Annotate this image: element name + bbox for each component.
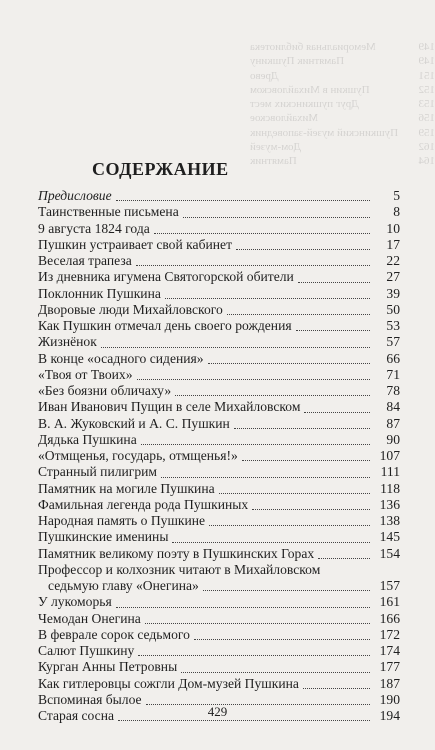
dot-leader xyxy=(252,508,370,510)
toc-entry xyxy=(38,481,400,497)
contents-title: СОДЕРЖАНИЕ xyxy=(92,159,229,179)
toc-entry-title: Предисловие xyxy=(38,188,112,203)
toc-entry-page: 111 xyxy=(380,464,400,480)
toc-entry-page: 57 xyxy=(386,334,400,350)
dot-leader xyxy=(234,427,370,429)
toc-entry xyxy=(38,643,400,659)
dot-leader xyxy=(145,622,370,624)
bleed-through-page: 149 xyxy=(418,41,435,53)
toc-entry-page: 78 xyxy=(386,383,400,398)
toc-entry-title: Веселая трапеза xyxy=(38,253,132,268)
bleed-through-page: 156 xyxy=(418,112,435,125)
toc-entry-title: Странный пилигрим xyxy=(38,464,158,480)
toc-entry xyxy=(38,334,400,350)
toc-entry xyxy=(38,529,400,545)
toc-entry-title: У лукоморья xyxy=(38,594,112,610)
toc-entry xyxy=(38,188,400,204)
toc-entry xyxy=(38,286,400,302)
page-number: 429 xyxy=(207,704,228,719)
toc-entry-title: Салют Пушкину xyxy=(38,643,135,658)
bleed-through-line xyxy=(250,111,435,125)
toc-entry-title: Фамильная легенда рода Пушкиных xyxy=(38,496,249,512)
dot-leader xyxy=(116,606,370,608)
bleed-through-page: 159 xyxy=(418,126,435,139)
toc-entry-page: 27 xyxy=(386,269,400,285)
toc-entry-title: Пушкин устраивает свой кабинет xyxy=(38,236,233,252)
toc-entry-title: Вспоминая былое xyxy=(38,691,142,707)
dot-leader xyxy=(165,297,370,299)
dot-leader xyxy=(161,476,370,478)
bleed-through-text-line: Пушкинский музей-заповедник xyxy=(250,126,399,139)
toc-entry-title-continued: седьмую главу «Онегина» xyxy=(48,578,199,593)
dot-leader xyxy=(318,557,370,559)
toc-entry-page: 190 xyxy=(379,691,400,707)
bleed-through-text-line: Друг пушкинских мест xyxy=(250,98,359,111)
bleed-through-line xyxy=(250,40,435,54)
toc-entry-title: Курган Анны Петровны xyxy=(38,659,178,675)
toc-entry-title: «Твоя от Твоих» xyxy=(38,366,133,382)
toc-entry-title: Дворовые люди Михайловского xyxy=(38,301,223,317)
bleed-through-text-line: Древо xyxy=(250,69,279,82)
bleed-through-page: 164 xyxy=(418,155,435,168)
toc-entry xyxy=(38,464,400,480)
toc-entry-title: В. А. Жуковский и А. С. Пушкин xyxy=(38,415,230,431)
toc-entry xyxy=(38,513,400,529)
bleed-through-line xyxy=(250,54,435,68)
toc-entry-title: Чемодан Онегина xyxy=(38,610,141,626)
toc-entry-page: 145 xyxy=(379,529,400,545)
toc-entry-title: Как гитлеровцы сожгли Дом-музей Пушкина xyxy=(38,675,299,691)
toc-entry-page: 90 xyxy=(386,431,400,447)
toc-entry-title: Памятник великому поэту в Пушкинских Горах xyxy=(38,545,315,561)
bleed-through-page: 152 xyxy=(418,83,435,96)
toc-entry xyxy=(38,383,400,399)
dot-leader xyxy=(298,281,370,283)
toc-entry xyxy=(38,221,400,237)
dot-leader xyxy=(116,199,370,201)
dot-leader xyxy=(227,313,370,315)
toc-entry-title: Иван Иванович Пущин в селе Михайловском xyxy=(38,399,301,415)
dot-leader xyxy=(203,589,370,591)
toc-entry-page: 157 xyxy=(379,578,400,593)
toc-entry-title: Дядька Пушкина xyxy=(38,431,137,447)
dot-leader xyxy=(236,248,370,250)
bleed-through-page: 162 xyxy=(418,141,435,154)
toc-entry-page: 174 xyxy=(379,643,400,658)
dot-leader xyxy=(194,638,370,640)
toc-entry-page: 161 xyxy=(379,594,400,610)
toc-entry-page: 22 xyxy=(386,253,400,268)
toc-entry-page: 8 xyxy=(393,204,400,220)
toc-entry-page: 10 xyxy=(386,220,400,236)
toc-entry-title: 9 августа 1824 года xyxy=(38,220,150,236)
dot-leader xyxy=(181,671,370,673)
toc-entry-title: «Без боязни обличаху» xyxy=(38,383,172,398)
toc-entry xyxy=(38,562,400,595)
toc-entry xyxy=(38,302,400,318)
table-of-contents xyxy=(38,188,400,724)
toc-entry-page: 5 xyxy=(393,188,400,203)
dot-leader xyxy=(183,216,370,218)
bleed-through-page: 149 xyxy=(418,55,435,68)
toc-entry-page: 66 xyxy=(386,350,400,366)
toc-entry xyxy=(38,253,400,269)
toc-entry-page: 194 xyxy=(379,708,400,723)
toc-entry-title: Поклонник Пушкина xyxy=(38,285,161,301)
toc-entry-title: Таинственные письмена xyxy=(38,204,179,220)
toc-entry-page: 71 xyxy=(386,366,400,382)
dot-leader xyxy=(242,459,370,461)
toc-entry-page: 39 xyxy=(386,285,400,301)
dot-leader xyxy=(141,443,370,445)
toc-entry-page: 177 xyxy=(379,659,400,675)
bleed-through-line xyxy=(250,126,435,140)
toc-entry xyxy=(38,204,400,220)
bleed-through-text-line: Памятник Пушкину xyxy=(250,55,345,68)
toc-entry-page: 166 xyxy=(379,610,400,626)
toc-entry-title: В конце «осадного сидения» xyxy=(38,350,204,366)
toc-entry-title: Как Пушкин отмечал день своего рождения xyxy=(38,318,292,333)
toc-entry xyxy=(38,399,400,415)
toc-entry xyxy=(38,497,400,513)
toc-entry-page: 138 xyxy=(379,513,400,528)
bleed-through-line xyxy=(250,83,435,97)
toc-entry-title: Пушкинские именины xyxy=(38,529,169,545)
bleed-through-text-line: Мемориальная библиотека xyxy=(250,41,376,53)
toc-entry xyxy=(38,594,400,610)
bleed-through-line xyxy=(250,140,435,154)
toc-entry xyxy=(38,237,400,253)
toc-entry-page: 84 xyxy=(386,399,400,415)
toc-entry-title: Жизнёнок xyxy=(38,334,97,350)
toc-entry xyxy=(38,627,400,643)
toc-entry-page: 17 xyxy=(386,236,400,252)
toc-entry xyxy=(38,676,400,692)
toc-entry xyxy=(38,546,400,562)
toc-entry-title: Памятник на могиле Пушкина xyxy=(38,480,215,496)
toc-entry-page: 187 xyxy=(379,675,400,691)
toc-entry-title: Народная память о Пушкине xyxy=(38,513,206,528)
toc-entry xyxy=(38,269,400,285)
dot-leader xyxy=(138,654,370,656)
toc-entry-title: Старая сосна xyxy=(38,708,115,723)
toc-entry-page: 118 xyxy=(380,480,400,496)
toc-entry xyxy=(38,367,400,383)
bleed-through-text-line: Михайловское xyxy=(250,112,319,125)
toc-entry-page: 172 xyxy=(379,626,400,642)
bleed-through-page: 151 xyxy=(418,69,435,82)
toc-entry xyxy=(38,448,400,464)
toc-entry-page: 53 xyxy=(386,318,400,333)
dot-leader xyxy=(208,362,370,364)
dot-leader xyxy=(137,378,370,380)
dot-leader xyxy=(209,524,370,526)
dot-leader xyxy=(172,541,370,543)
toc-entry-page: 50 xyxy=(386,301,400,317)
dot-leader xyxy=(296,329,370,331)
bleed-through-line xyxy=(250,97,435,111)
toc-entry-page: 107 xyxy=(379,448,400,463)
bleed-through-line xyxy=(250,69,435,83)
dot-leader xyxy=(175,394,370,396)
toc-entry xyxy=(38,659,400,675)
toc-entry-title: В феврале сорок седьмого xyxy=(38,626,190,642)
toc-entry xyxy=(38,416,400,432)
bleed-through-text-line: Пушкин в Михайловском xyxy=(250,83,370,96)
dot-leader xyxy=(154,232,370,234)
dot-leader xyxy=(101,346,370,348)
toc-entry-title: «Отмщенья, государь, отмщенья!» xyxy=(38,448,238,463)
toc-entry-page: 136 xyxy=(379,496,400,512)
dot-leader xyxy=(304,411,370,413)
toc-entry xyxy=(38,432,400,448)
toc-entry xyxy=(38,351,400,367)
toc-entry-title: Профессор и колхозник читают в Михайловском xyxy=(38,561,321,577)
dot-leader xyxy=(219,492,370,494)
bleed-through-page: 153 xyxy=(418,98,435,111)
bleed-through-text-line: Памятник xyxy=(250,155,297,168)
toc-entry-page: 87 xyxy=(386,415,400,431)
toc-entry-title: Из дневника игумена Святогорской обители xyxy=(38,269,294,285)
dot-leader xyxy=(303,687,370,689)
toc-entry xyxy=(38,318,400,334)
dot-leader xyxy=(136,264,370,266)
bleed-through-text-line: Дом-музей xyxy=(250,141,301,154)
toc-entry xyxy=(38,611,400,627)
toc-entry-page: 154 xyxy=(379,545,400,561)
